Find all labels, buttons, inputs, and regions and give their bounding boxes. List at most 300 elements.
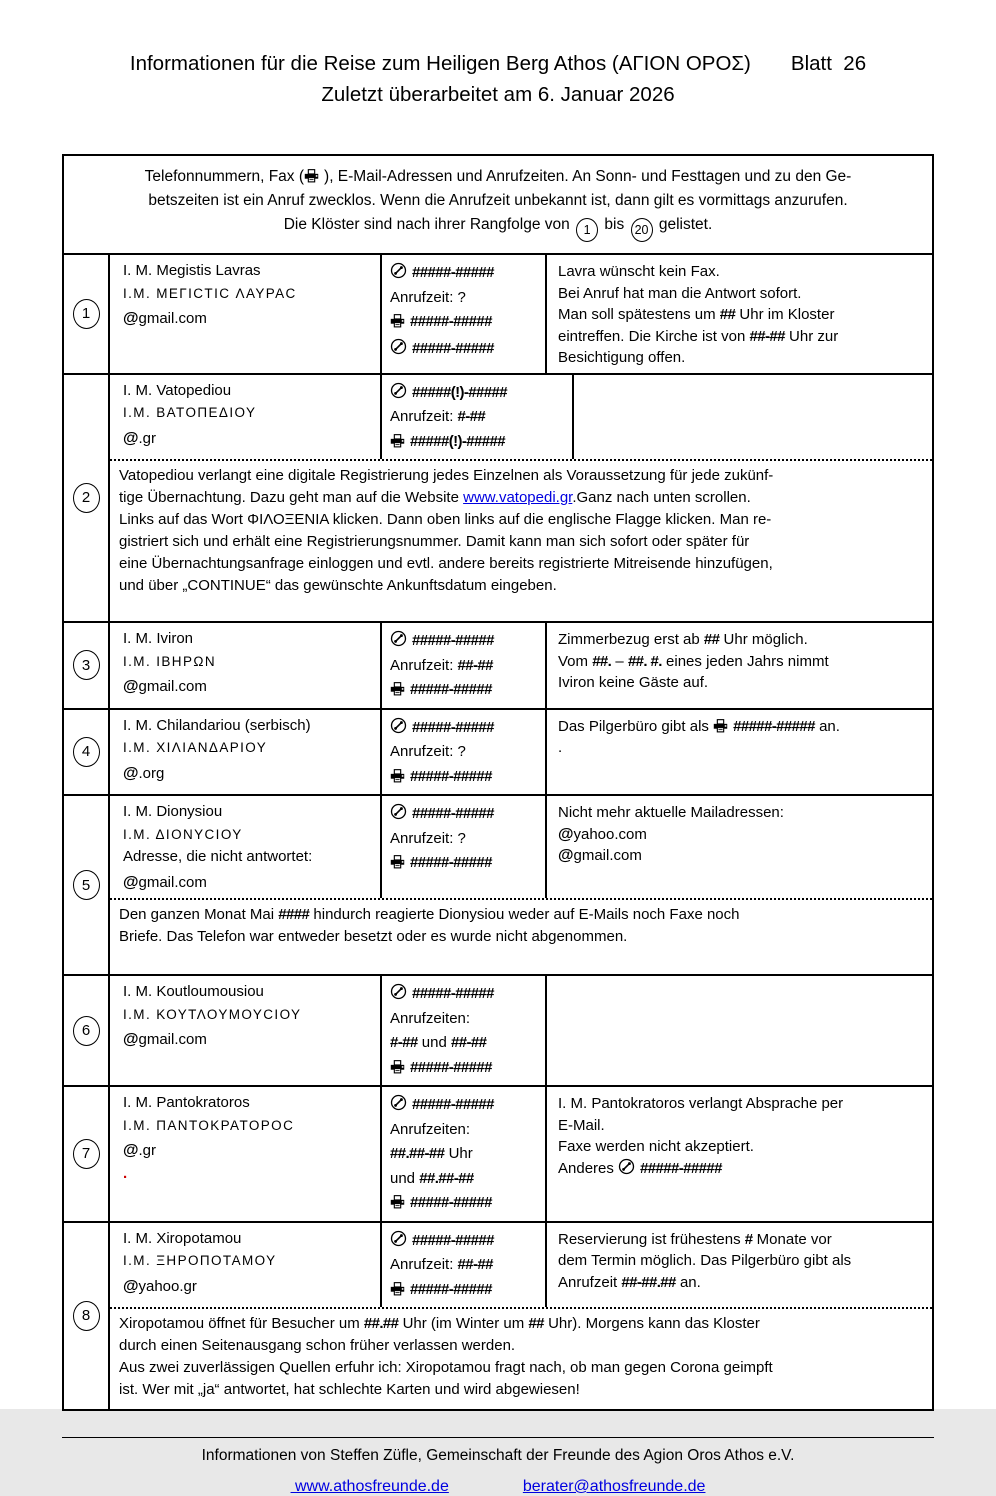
note-line [558, 1093, 924, 1115]
at-sign: @ [123, 1142, 139, 1159]
phone-line [390, 830, 543, 849]
text-run: gistriert sich und erhält eine Registrierungsnummer. Damit kann man sich sofort oder später für [119, 533, 750, 550]
monastery-row [64, 1087, 932, 1223]
masked-number: ## [719, 306, 736, 323]
text-run: Monate vor [752, 1230, 832, 1248]
text-run: ), E-Mail-Adressen und Anrufzeiten. An Sonn- und Festtagen und zu den Ge- [324, 168, 852, 185]
phone-line [390, 983, 543, 1004]
masked-number: #####-##### [410, 681, 492, 698]
text-run: tige Übernachtung. Dazu geht man auf die Website [119, 489, 464, 506]
footnote-line [119, 1313, 922, 1335]
footnote-line [119, 1357, 922, 1379]
masked-number: #####-##### [410, 313, 492, 330]
masked-number: #-## [457, 408, 486, 425]
note-line [558, 1250, 924, 1272]
rank-cell [64, 375, 110, 622]
notes-cell [547, 796, 932, 898]
text-run: Xiropotamou öffnet für Besucher um [119, 1315, 364, 1332]
text-run: Uhr möglich. [719, 631, 808, 648]
monastery-row [64, 976, 932, 1087]
rank-cell [64, 623, 110, 708]
name-line [123, 1276, 374, 1299]
fax-icon [390, 1282, 405, 1296]
text-run: ist. Wer mit „ja“ antwortet, hat schlechte Karten und wird abgewiesen! [119, 1381, 580, 1398]
intro-line [76, 213, 920, 242]
phone-cell [382, 1087, 547, 1221]
monastery-row [64, 1223, 932, 1410]
text-run: Das Pilgerbüro gibt als [558, 717, 714, 735]
footnote-line [119, 1379, 922, 1401]
phone-line [390, 313, 543, 332]
text-run: I. M. Megistis Lavras [123, 262, 261, 279]
text-run: dem Termin möglich. Das Pilgerbüro gibt als [558, 1252, 852, 1269]
fax-icon [390, 1195, 405, 1209]
note-line [558, 845, 924, 867]
phone-line [390, 1230, 543, 1251]
name-line [123, 651, 374, 674]
masked-number: #####-##### [412, 632, 494, 649]
masked-number: ##-## [457, 1256, 493, 1273]
phone-icon [618, 1158, 635, 1175]
masked-number: #####-##### [410, 1194, 492, 1211]
fax-icon [390, 434, 405, 448]
text-run: betszeiten ist ein Anruf zwecklos. Wenn die Anrufzeit unbekannt ist, dann gilt es vormittags anzurufen. [148, 192, 848, 209]
text-run: Man soll spätestens um [558, 306, 720, 323]
masked-number: #####-##### [410, 1280, 492, 1298]
name-line [123, 763, 374, 786]
note-line [558, 1229, 924, 1251]
name-line [123, 628, 374, 651]
footnote-line [119, 509, 922, 531]
text-run: Die Klöster sind nach ihrer Rangfolge von [283, 216, 575, 233]
name-line [123, 1004, 374, 1027]
text-run: Reservierung ist frühestens [558, 1230, 745, 1248]
masked-number: #-## [390, 1034, 418, 1051]
fax-icon [390, 682, 405, 696]
text-run: Lavra wünscht kein Fax. [558, 263, 720, 280]
text-run: I. M. Vatopediou [123, 381, 232, 399]
notes-cell [547, 623, 932, 708]
at-sign: @ [123, 1031, 139, 1048]
text-run: Uhr [444, 1145, 473, 1162]
masked-number: #####-##### [640, 1159, 722, 1177]
phone-line [390, 1059, 543, 1078]
monastery-row [64, 796, 932, 976]
text-run: E-Mail. [558, 1116, 605, 1134]
at-sign: @ [123, 429, 139, 447]
phone-icon [390, 1230, 407, 1247]
fax-icon [390, 1060, 405, 1074]
masked-number: #####-##### [412, 339, 494, 357]
note-line [558, 737, 924, 759]
website-link[interactable]: www.athosfreunde.de [290, 1478, 449, 1495]
rank-badge: 4 [73, 737, 100, 767]
phone-cell [382, 255, 547, 373]
phone-line [390, 657, 543, 676]
row-body [110, 375, 932, 622]
row-top [110, 976, 932, 1085]
phone-icon [390, 1094, 407, 1111]
fax-icon [304, 169, 319, 183]
phone-line [390, 1256, 543, 1275]
monastery-name-cell [110, 255, 382, 373]
text-run: Anrufzeiten: [390, 1120, 471, 1138]
phone-line [390, 1121, 543, 1140]
email-address: @.gr [123, 429, 157, 447]
text-run: Briefe. Das Telefon war entweder besetzt oder es wurde nicht abgenommen. [119, 928, 628, 945]
footnote-line [119, 553, 922, 575]
notes-cell [547, 255, 932, 373]
row-top [110, 796, 932, 898]
row-body [110, 623, 932, 708]
greek-name: Ι.Μ. ΧΙΛΙΑΝΔΑΡΙΟΥ [123, 740, 268, 755]
masked-number: # [744, 1230, 753, 1248]
circled-number: 20 [631, 218, 653, 242]
red-dot: . [123, 1164, 128, 1182]
phone-line [390, 1034, 543, 1053]
email-address: @gmail.com [558, 847, 642, 864]
text-run: Uhr). Morgens kann das Kloster [543, 1315, 760, 1332]
footnote-line [119, 575, 922, 597]
note-line [558, 802, 924, 824]
greek-name: Ι.Μ. ΒΑΤΟΠΕΔΙΟΥ [123, 405, 257, 420]
name-line [123, 737, 374, 760]
phone-icon [390, 983, 407, 1000]
text-run: Anrufzeit: [390, 408, 458, 425]
name-line [123, 1115, 374, 1138]
email-address: @gmail.com [123, 310, 207, 327]
notes-cell [547, 1087, 932, 1221]
text-run: an. [675, 1273, 701, 1291]
note-line [558, 672, 924, 694]
row-footnote [110, 1307, 932, 1409]
phone-line [390, 433, 570, 452]
rank-cell [64, 255, 110, 373]
note-line [558, 1136, 924, 1158]
monastery-name-cell [110, 375, 382, 460]
text-run: eines jeden Jahrs nimmt [661, 652, 829, 670]
text-run: I. M. Koutloumousiou [123, 983, 264, 1000]
phone-line [390, 408, 570, 427]
text-run: hindurch reagierte Dionysiou weder auf E-Mails noch Faxe noch [309, 906, 740, 923]
intro-line [76, 189, 920, 213]
rank-badge: 7 [73, 1139, 100, 1169]
monastery-row [64, 375, 932, 624]
phone-icon [390, 382, 407, 399]
at-sign: @ [558, 825, 574, 843]
footnote-line [119, 487, 922, 509]
greek-name: Ι.Μ. ΠΑΝΤΟΚΡΑΤΟΡΟC [123, 1117, 295, 1133]
greek-name: Ι.Μ. ΜΕΓΙCΤΙC ΛΑΥΡΑC [123, 285, 297, 301]
text-run: gelistet. [654, 216, 713, 233]
name-line [123, 1163, 374, 1186]
masked-number: ##-## [749, 327, 785, 345]
name-line [123, 1029, 374, 1052]
text-run: Zimmerbezug erst ab [558, 631, 704, 648]
text-run: I. M. Pantokratoros verlangt Absprache per [558, 1095, 844, 1112]
masked-number: #####-##### [412, 985, 494, 1002]
name-line [123, 872, 374, 895]
title-line-1 [0, 48, 996, 79]
monastery-name-cell [110, 796, 382, 898]
email-address: @gmail.com [123, 678, 207, 695]
monastery-row [64, 710, 932, 797]
rank-badge: 2 [73, 483, 100, 513]
name-line [123, 981, 374, 1004]
row-footnote [110, 459, 932, 621]
row-body [110, 1087, 932, 1221]
text-run: Den ganzen Monat Mai [119, 906, 279, 923]
note-line [558, 651, 924, 673]
phone-line [390, 717, 543, 738]
phone-line [390, 854, 543, 873]
name-line [123, 1140, 374, 1163]
masked-number: ##.##-## [390, 1145, 445, 1162]
row-body [110, 976, 932, 1085]
monastery-row [64, 623, 932, 710]
name-line [123, 283, 374, 306]
text-run: und [417, 1034, 451, 1051]
masked-number: #####-##### [412, 264, 494, 281]
phone-line [390, 630, 543, 651]
text-run: Faxe werden nicht akzeptiert. [558, 1138, 754, 1155]
name-line [123, 1092, 374, 1115]
row-top [110, 1087, 932, 1221]
note-line [558, 716, 924, 738]
email-address: @gmail.com [123, 873, 207, 891]
intro-line [76, 165, 920, 189]
text-run: Bei Anruf hat man die Antwort sofort. [558, 284, 802, 302]
phone-line [390, 1281, 543, 1300]
text-run: Anrufzeit: [390, 656, 458, 674]
text-run: Anrufzeit: ? [390, 743, 466, 760]
phone-line [390, 289, 543, 308]
masked-number: #####-##### [412, 1231, 494, 1249]
at-sign: @ [123, 310, 139, 327]
name-line [123, 380, 374, 403]
text-run: durch einen Seitenausgang schon früher verlassen werden. [119, 1337, 516, 1354]
masked-number: ##. [592, 652, 612, 670]
name-line [123, 1228, 374, 1251]
at-sign: @ [123, 873, 139, 891]
masked-number: ## [528, 1315, 544, 1332]
row-top [110, 255, 932, 373]
name-line [123, 824, 374, 847]
note-line [558, 1115, 924, 1137]
phone-line [390, 681, 543, 700]
text-run: I. M. Iviron [123, 630, 194, 647]
masked-number: #####-##### [412, 718, 494, 736]
note-line [558, 304, 924, 326]
phone-icon [390, 262, 407, 279]
greek-name: Ι.Μ. ΚΟΥΤΛΟΥΜΟΥCΙΟΥ [123, 1006, 302, 1022]
phone-line [390, 1145, 543, 1164]
phone-icon [390, 717, 407, 734]
text-run: .Ganz nach unten scrollen. [572, 489, 751, 506]
note-line [558, 261, 924, 283]
phone-line [390, 338, 543, 359]
row-top [110, 375, 932, 460]
footer-credit: Informationen von Steffen Züfle, Gemeinschaft der Freunde des Agion Oros Athos e.V. [201, 1447, 795, 1464]
monastery-row [64, 255, 932, 375]
note-line [558, 629, 924, 651]
at-sign: @ [123, 764, 139, 782]
footnote-line [119, 904, 922, 926]
masked-number: ##-## [451, 1034, 487, 1051]
name-line [123, 402, 374, 425]
text-run: Anderes [558, 1159, 619, 1177]
phone-line [390, 382, 570, 403]
rank-badge: 3 [73, 650, 100, 680]
text-run: Vom [558, 652, 593, 670]
name-line [123, 676, 374, 699]
monastery-name-cell [110, 976, 382, 1085]
rank-badge: 6 [73, 1016, 100, 1046]
text-run: Anrufzeiten: [390, 1009, 471, 1027]
text-run: I. M. Chilandariou (serbisch) [123, 716, 311, 734]
row-body [110, 796, 932, 974]
monastery-name-cell [110, 710, 382, 795]
phone-line [390, 1094, 543, 1115]
text-run: Adresse, die nicht antwortet: [123, 848, 313, 865]
name-line [123, 1250, 374, 1273]
rank-badge: 1 [73, 299, 100, 329]
note-line [558, 347, 924, 369]
phone-cell [382, 623, 547, 708]
row-body [110, 710, 932, 795]
note-line [558, 824, 924, 846]
table-intro [64, 156, 932, 255]
note-line [558, 326, 924, 348]
masked-number: #####-##### [410, 1058, 492, 1076]
text-run: eine Übernachtungsanfrage einloggen und evtl. andere bereits registrierte Mitreisende hinzufügen, [119, 555, 773, 572]
text-run: Anrufzeit: [390, 1256, 458, 1273]
row-body [110, 255, 932, 373]
text-run: und [390, 1169, 420, 1187]
row-footnote [110, 898, 932, 974]
fax-icon [390, 769, 405, 783]
phone-cell [382, 1223, 547, 1308]
notes-cell [574, 375, 932, 460]
notes-cell [547, 710, 932, 795]
page-title [0, 0, 996, 110]
email-link[interactable]: berater@athosfreunde.de [522, 1478, 706, 1495]
row-top [110, 710, 932, 795]
email-address: @.org [123, 764, 165, 782]
text-run: Uhr im Kloster [735, 306, 835, 323]
row-body [110, 1223, 932, 1410]
phone-line [390, 743, 543, 762]
email-address: @yahoo.gr [123, 1277, 197, 1295]
notes-cell [547, 1223, 932, 1308]
greek-name: Ι.Μ. ΞΗΡΟΠΟΤΑΜΟΥ [123, 1253, 277, 1268]
row-top [110, 1223, 932, 1308]
phone-icon [390, 338, 407, 355]
footer [62, 1437, 934, 1496]
at-sign: @ [558, 847, 574, 864]
fax-icon [390, 855, 405, 869]
text-run: Anrufzeit: ? [390, 288, 466, 306]
monastery-name-cell [110, 1087, 382, 1221]
masked-number: #####(!)-##### [410, 432, 506, 450]
text-run: bis [600, 216, 629, 233]
footnote-line [119, 465, 922, 487]
rank-badge: 5 [73, 870, 100, 900]
masked-number: ##-## [457, 656, 493, 674]
masked-number: #####-##### [410, 767, 492, 785]
text-run: Anrufzeit [558, 1273, 622, 1291]
phone-icon [390, 630, 407, 647]
text-run: und über „CONTINUE“ das gewünschte Ankunftsdatum eingeben. [119, 577, 557, 594]
rank-cell [64, 1087, 110, 1221]
masked-number: #####-##### [412, 1096, 494, 1113]
footnote-line [119, 1335, 922, 1357]
text-run: Iviron keine Gäste auf. [558, 674, 709, 691]
text-run: Anrufzeit: ? [390, 829, 466, 847]
masked-number: #####-##### [410, 854, 492, 871]
text-run: – [611, 652, 628, 670]
name-line [123, 801, 374, 824]
sheet-number: Blatt 26 [790, 52, 867, 75]
text-run: Links auf das Wort ΦΙΛΟΞΕΝΙΑ klicken. Dann oben links auf die englische Flagge klicken. Man re- [119, 511, 772, 528]
name-line [123, 428, 374, 451]
masked-number: ## [703, 631, 720, 648]
note-line [558, 1158, 924, 1180]
masked-number: #### [278, 906, 310, 923]
greek-name: Ι.Μ. ΙΒΗΡΩΝ [123, 653, 216, 669]
masked-number: ##.## [363, 1315, 399, 1332]
monastery-name-cell [110, 1223, 382, 1308]
note-line [558, 1272, 924, 1294]
phone-icon [390, 803, 407, 820]
masked-number: #####-##### [733, 717, 815, 735]
masked-number: #####-##### [412, 805, 494, 822]
phone-cell [382, 710, 547, 795]
text-run: Nicht mehr aktuelle Mailadressen: [558, 804, 784, 821]
footnote-line [119, 926, 922, 948]
text-run: Uhr zur [784, 327, 839, 345]
phone-line [390, 1194, 543, 1213]
text-run: Uhr (im Winter um [398, 1315, 529, 1332]
notes-cell [547, 976, 932, 1085]
text-run: Telefonnummern, Fax ( [144, 168, 305, 185]
phone-cell [382, 796, 547, 898]
rank-cell [64, 976, 110, 1085]
text-run: . [558, 739, 563, 756]
text-run: I. M. Dionysiou [123, 803, 223, 820]
phone-cell [382, 375, 574, 460]
masked-number: ##.##-## [419, 1169, 474, 1187]
email-address: @.gr [123, 1142, 157, 1159]
rank-cell [64, 710, 110, 795]
rank-badge: 8 [73, 1301, 100, 1331]
monastery-name-cell [110, 623, 382, 708]
contact-table [62, 154, 934, 1411]
masked-number: ##. #. [627, 652, 662, 670]
name-line [123, 715, 374, 738]
phone-line [390, 262, 543, 283]
rank-cell [64, 796, 110, 974]
phone-line [390, 1170, 543, 1189]
footnote-line [119, 531, 922, 553]
text-run: I. M. Xiropotamou [123, 1229, 242, 1247]
rank-cell [64, 1223, 110, 1410]
vatopedi-link[interactable]: www.vatopedi.gr [463, 489, 573, 506]
text-run: Aus zwei zuverlässigen Quellen erfuhr ich: Xiropotamou fragt nach, ob man gegen Corona geimpft [119, 1359, 773, 1376]
masked-number: #####(!)-##### [412, 383, 508, 401]
fax-icon [390, 314, 405, 328]
note-line [558, 283, 924, 305]
